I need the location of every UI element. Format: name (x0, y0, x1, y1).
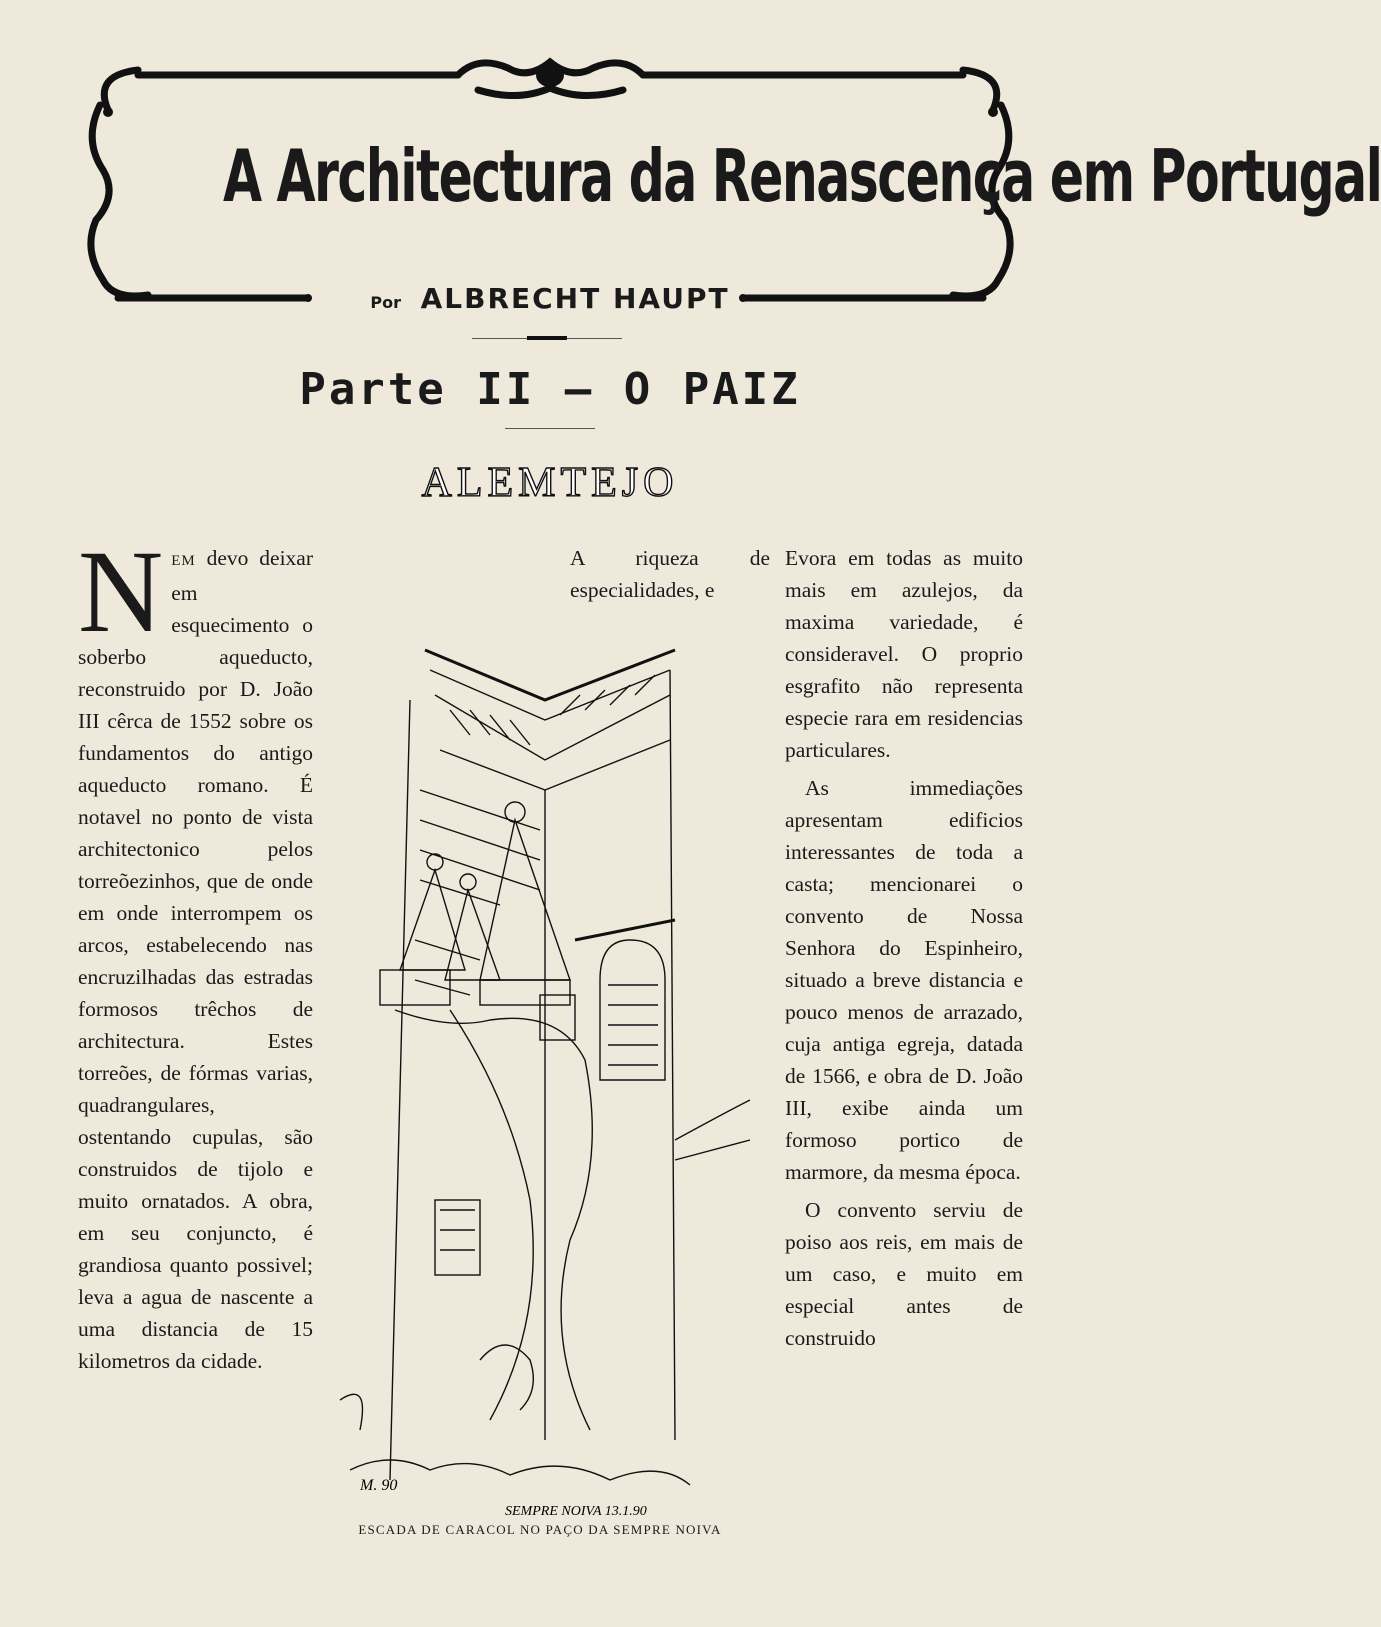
text-column-1 (78, 526, 314, 1377)
article-title: A Architectura da Renascença em Portugal (222, 134, 1381, 218)
paragraph: Evora em todas as muito mais em azulejos, da maxima variedade, é consideravel. O proprio esgrafito não representa especie rara em residencias particulares. (785, 546, 1023, 762)
region-heading: ALEMTEJO (421, 460, 679, 506)
paragraph: As immediações apresentam edificios interessantes de toda a casta; mencionarei o convento de Nossa Senhora do Espinheiro, situado a breve distancia e pouco menos de arrazado, cuja antiga egreja, datada de 1566, e obra de D. João III, exibe ainda um formoso portico de marmore, da mesma época. (785, 776, 1023, 1184)
divider-rule (505, 428, 595, 429)
author-name: ALBRECHT HAUPT (420, 282, 730, 315)
byline (300, 282, 800, 315)
smallcaps-lead: EM (171, 553, 196, 569)
byline-prefix: Por (370, 293, 402, 312)
illustration-caption: ESCADA DE CARACOL NO PAÇO DA SEMPRE NOIVA (358, 1522, 722, 1537)
paragraph: O convento serviu de poiso aos reis, em mais de um caso, e muito em especial antes de construido (785, 1198, 1023, 1350)
artist-monogram: M. 90 (360, 1477, 398, 1494)
column-1-text: devo deixar em esquecimento o soberbo aqueducto, reconstruido por D. João III cêrca de 1552 sobre os fundamentos do antigo aqueducto romano. É notavel no ponto de vista architectonico pelos torreõezinhos, que de onde em onde interrompem os arcos, estabelecendo nas encruzilhadas das estradas formosos trêchos de architectura. Estes torreões, de fórmas varias, quadrangulares, ostentando cupulas, são construidos de tijolo e muito ornatados. A obra, em seu conjuncto, é grandiosa quanto possivel; leva a agua de nascente a uma distancia de 15 kilometros da cidade. (78, 546, 314, 1373)
divider-rule (472, 338, 622, 339)
staircase-tower-illustration (330, 640, 780, 1520)
drop-cap: N (78, 526, 164, 657)
text-column-3 (785, 542, 1023, 1360)
part-heading: Parte II — O PAIZ (299, 364, 801, 415)
artist-signature: SEMPRE NOIVA 13.1.90 (505, 1504, 647, 1519)
text-column-2: A riqueza de especialidades, e (570, 546, 770, 602)
